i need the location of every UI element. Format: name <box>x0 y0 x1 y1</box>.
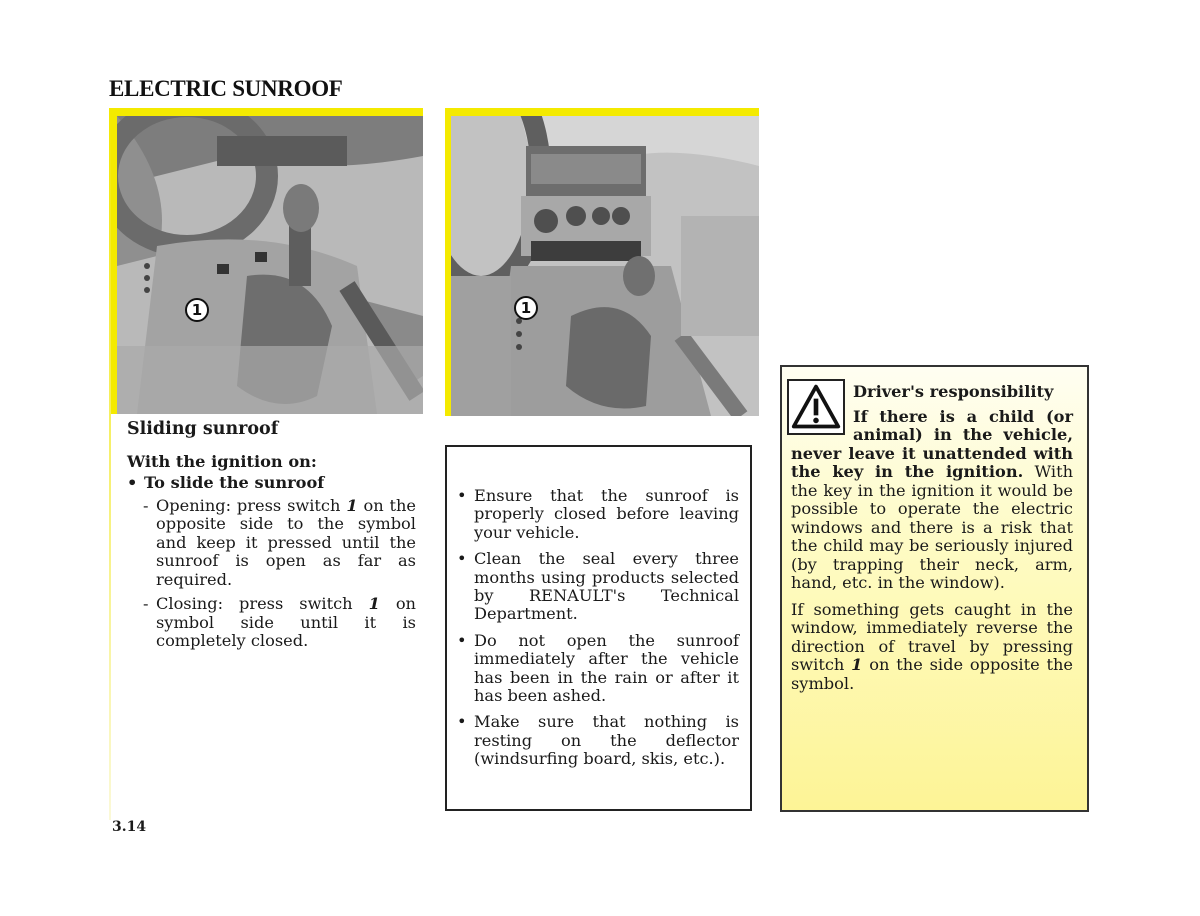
switch-number: 1 <box>346 495 358 515</box>
warning-emphasis: If there is a child (or animal) in the vehicle, never leave it unattended with the key in the ignition. <box>791 406 1073 481</box>
bullet-marker: • <box>457 486 467 505</box>
bullet-item <box>127 474 416 493</box>
driver-responsibility-warning <box>780 365 1089 812</box>
ignition-condition: With the ignition on: <box>127 451 317 471</box>
photo-dashboard-console <box>445 108 759 416</box>
advice-text: Make sure that nothing is resting on the deflector (windsurfing board, skis, etc.). <box>474 712 739 769</box>
switch-number: 1 <box>851 655 863 674</box>
opening-text: Opening: press switch 1 on the opposite side to the symbol and keep it pressed until the sunroof is open as far as required. <box>156 495 417 589</box>
warning-triangle-icon <box>787 379 845 435</box>
photo-sunroof-switch-console <box>111 108 423 414</box>
bullet-marker: • <box>457 712 467 732</box>
warning-heading: Driver's responsibility <box>853 382 1054 401</box>
dash-marker: - <box>143 594 149 613</box>
opening-instruction <box>143 497 416 590</box>
warning-paragraph <box>791 408 1073 593</box>
advice-list <box>457 487 739 769</box>
bullet-marker: • <box>457 549 467 569</box>
list-item <box>457 550 739 624</box>
page-number: 3.14 <box>112 819 147 835</box>
bullet-marker: • <box>127 473 138 492</box>
list-item <box>457 632 739 706</box>
dash-marker: - <box>143 495 149 515</box>
sliding-sunroof-section <box>127 420 416 657</box>
bullet-text: To slide the sunroof <box>144 473 325 492</box>
advice-text: Do not open the sunroof immediately after the vehicle has been in the rain or after it has been ashed. <box>474 630 739 706</box>
closing-instruction <box>143 595 416 651</box>
bullet-marker: • <box>457 630 467 650</box>
list-item <box>457 487 739 542</box>
advice-box <box>445 445 752 811</box>
switch-callout-1: 1 <box>514 296 538 320</box>
switch-callout-1: 1 <box>185 298 209 322</box>
closing-text: Closing: press switch 1 on symbol side until it is completely closed. <box>156 594 416 650</box>
warning-detail: With the key in the ignition it would be possible to operate the electric windows and there is a risk that the child may be seriously injured (by trapping their neck, arm, hand, etc. in the window). <box>791 462 1073 592</box>
section-heading: Sliding sunroof <box>127 419 279 439</box>
list-item <box>457 713 739 768</box>
warning-paragraph-2: If something gets caught in the window, immediately reverse the direction of travel by pressing switch 1 on the side opposite the symbol. <box>791 599 1073 693</box>
switch-number: 1 <box>368 594 380 613</box>
advice-text: Clean the seal every three months using products selected by RENAULT's Technical Department. <box>474 549 739 624</box>
page-title: ELECTRIC SUNROOF <box>109 76 343 101</box>
advice-text: Ensure that the sunroof is properly closed before leaving your vehicle. <box>474 486 739 542</box>
